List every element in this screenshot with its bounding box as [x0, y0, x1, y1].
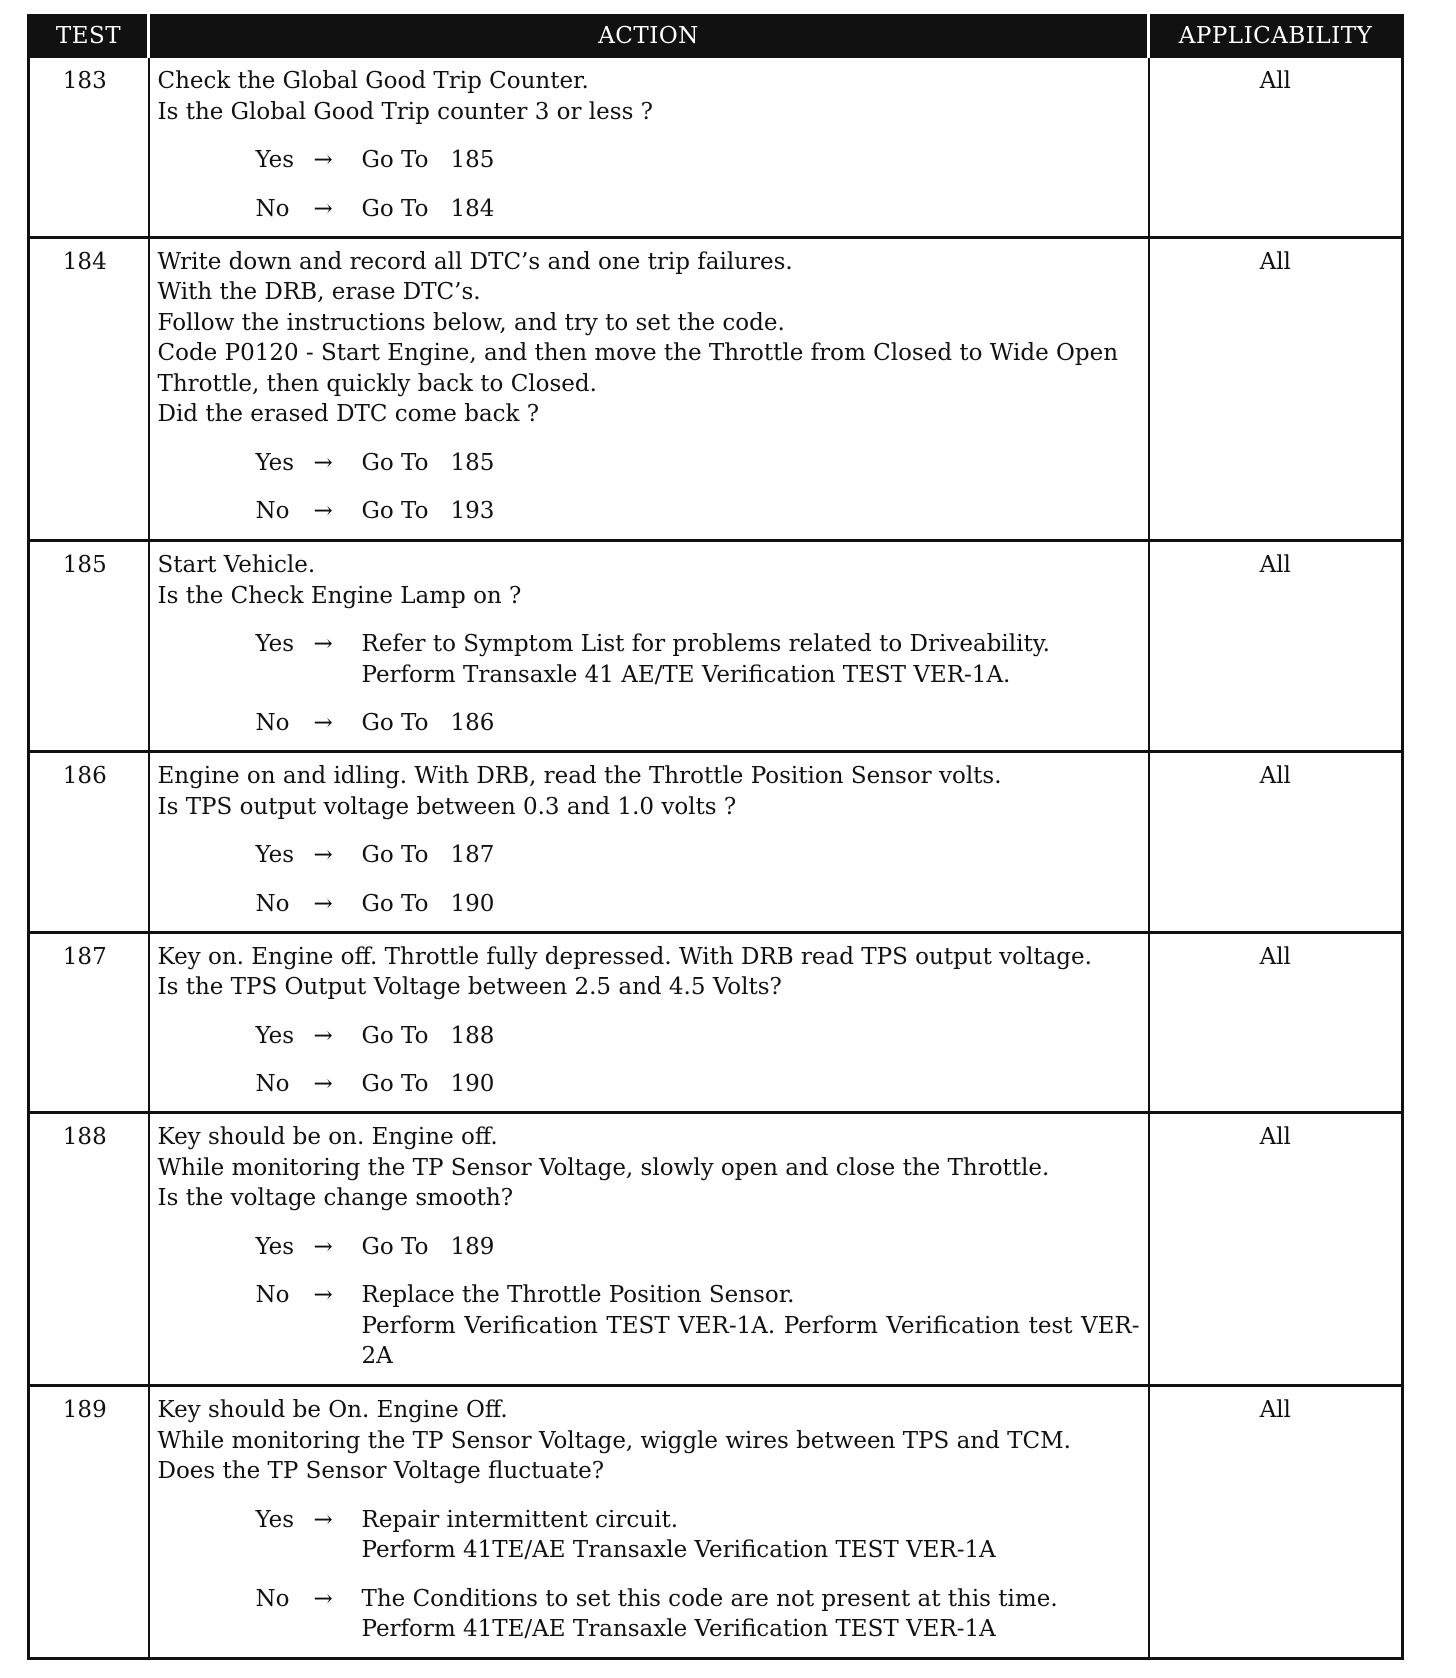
right-arrow-icon: →: [313, 1506, 333, 1533]
outcome-instruction-line: The Conditions to set this code are not present at this time.: [361, 1585, 1058, 1612]
action-line: Does the TP Sensor Voltage fluctuate?: [157, 1458, 605, 1485]
goto-target: [362, 1232, 495, 1263]
answer-label: No: [255, 1071, 290, 1098]
right-arrow-icon: →: [313, 631, 333, 658]
outcome-yes: [158, 448, 1140, 479]
applicability-value: All: [1149, 1386, 1403, 1659]
goto-label: Go To: [361, 498, 429, 525]
goto-test-number: 184: [450, 195, 495, 222]
goto-label: Go To: [361, 710, 429, 737]
action-line: Is the TPS Output Voltage between 2.5 and 4.5 Volts?: [157, 974, 782, 1001]
outcome-list: [158, 840, 1140, 919]
answer-label: No: [255, 195, 290, 222]
answer-label: No: [255, 1282, 290, 1309]
outcome-instructions: [362, 1505, 1140, 1566]
action-line: Key on. Engine off. Throttle fully depressed. With DRB read TPS output voltage.: [157, 943, 1092, 970]
right-arrow-icon: →: [313, 842, 333, 869]
outcome-list: [158, 1232, 1140, 1372]
right-arrow-icon: →: [313, 1071, 333, 1098]
applicability-value: All: [1149, 57, 1403, 238]
outcome-no: [158, 496, 1140, 527]
goto-test-number: 189: [450, 1233, 495, 1260]
goto-label: Go To: [361, 1022, 429, 1049]
answer-label: Yes: [255, 1506, 295, 1533]
action-line: Is TPS output voltage between 0.3 and 1.0 volts ?: [157, 793, 737, 820]
outcome-instruction-line: Perform Transaxle 41 AE/TE Verification TEST VER-1A.: [361, 661, 1011, 688]
goto-test-number: 193: [450, 498, 495, 525]
outcome-instruction-line: Repair intermittent circuit.: [361, 1506, 679, 1533]
goto-label: Go To: [361, 890, 429, 917]
test-number: 185: [29, 541, 149, 752]
goto-test-number: 185: [450, 449, 495, 476]
test-number: 184: [29, 237, 149, 541]
action-line: With the DRB, erase DTC’s.: [157, 279, 481, 306]
action-cell: [149, 57, 1149, 238]
action-line: While monitoring the TP Sensor Voltage, wiggle wires between TPS and TCM.: [157, 1427, 1071, 1454]
goto-target: [362, 448, 495, 479]
answer-label: Yes: [255, 1233, 295, 1260]
applicability-value: All: [1149, 932, 1403, 1113]
table-row: [29, 1113, 1403, 1386]
outcome-no: [158, 194, 1140, 225]
outcome-yes: [158, 1505, 1140, 1566]
action-line: Key should be On. Engine Off.: [157, 1397, 508, 1424]
goto-label: Go To: [361, 195, 429, 222]
action-line: Write down and record all DTC’s and one trip failures.: [157, 248, 793, 275]
outcome-list: [158, 1505, 1140, 1645]
outcome-list: [158, 1021, 1140, 1100]
action-cell: [149, 1386, 1149, 1659]
outcome-list: [158, 145, 1140, 224]
outcome-instructions: [362, 629, 1140, 690]
outcome-instruction-line: Refer to Symptom List for problems related to Driveability.: [361, 631, 1050, 658]
answer-label: Yes: [255, 147, 295, 173]
outcome-yes: [158, 629, 1140, 690]
answer-label: Yes: [255, 449, 295, 476]
action-line: Throttle, then quickly back to Closed.: [157, 370, 597, 397]
diagnostic-test-table: [27, 14, 1404, 1660]
answer-label: No: [255, 498, 290, 525]
outcome-no: [158, 708, 1140, 739]
column-header-test: TEST: [29, 16, 149, 57]
applicability-value: All: [1149, 541, 1403, 752]
goto-target: [362, 496, 495, 527]
table-row: [29, 57, 1403, 238]
goto-test-number: 186: [450, 710, 495, 737]
right-arrow-icon: →: [313, 147, 333, 173]
outcome-yes: [158, 840, 1140, 871]
outcome-instructions: [362, 1280, 1140, 1372]
goto-test-number: 190: [450, 1071, 495, 1098]
column-header-action: ACTION: [149, 16, 1149, 57]
goto-target: [362, 889, 495, 920]
action-line: Engine on and idling. With DRB, read the Throttle Position Sensor volts.: [157, 763, 1002, 790]
action-cell: [149, 541, 1149, 752]
applicability-value: All: [1149, 237, 1403, 541]
answer-label: No: [255, 710, 290, 737]
action-line: Follow the instructions below, and try to set the code.: [157, 309, 785, 336]
answer-label: No: [255, 1585, 290, 1612]
column-header-applicability: APPLICABILITY: [1149, 16, 1403, 57]
goto-target: [362, 194, 495, 225]
applicability-value: All: [1149, 1113, 1403, 1386]
table-row: [29, 932, 1403, 1113]
diagnostic-table-sheet: [27, 14, 1401, 1660]
action-cell: [149, 1113, 1149, 1386]
applicability-value: All: [1149, 752, 1403, 933]
outcome-instruction-line: Perform 41TE/AE Transaxle Verification TEST VER-1A: [361, 1537, 996, 1564]
outcome-list: [158, 629, 1140, 739]
test-number: 183: [29, 57, 149, 238]
outcome-yes: [158, 1021, 1140, 1052]
goto-label: Go To: [361, 147, 429, 173]
test-number: 186: [29, 752, 149, 933]
outcome-list: [158, 448, 1140, 527]
action-cell: [149, 237, 1149, 541]
test-number: 187: [29, 932, 149, 1113]
answer-label: Yes: [255, 631, 295, 658]
outcome-no: [158, 1584, 1140, 1645]
table-row: [29, 541, 1403, 752]
action-cell: [149, 932, 1149, 1113]
action-line: Key should be on. Engine off.: [157, 1124, 498, 1151]
goto-test-number: 187: [450, 842, 495, 869]
goto-label: Go To: [361, 842, 429, 869]
outcome-instruction-line: Perform Verification TEST VER-1A. Perform Verification test VER-2A: [361, 1312, 1140, 1370]
goto-target: [362, 1021, 495, 1052]
answer-label: Yes: [255, 842, 295, 869]
right-arrow-icon: →: [313, 890, 333, 917]
goto-target: [362, 840, 495, 871]
goto-test-number: 190: [450, 890, 495, 917]
action-line: Is the Check Engine Lamp on ?: [157, 582, 522, 609]
goto-label: Go To: [361, 449, 429, 476]
goto-label: Go To: [361, 1071, 429, 1098]
right-arrow-icon: →: [313, 195, 333, 222]
goto-test-number: 188: [450, 1022, 495, 1049]
action-line: Start Vehicle.: [157, 552, 316, 579]
goto-target: [362, 708, 495, 739]
answer-label: No: [255, 890, 290, 917]
action-line: Did the erased DTC come back ?: [157, 401, 540, 428]
table-header: [29, 16, 1403, 57]
action-line: Code P0120 - Start Engine, and then move the Throttle from Closed to Wide Open: [157, 340, 1119, 367]
action-line: Is the Global Good Trip counter 3 or less ?: [157, 98, 654, 125]
answer-label: Yes: [255, 1022, 295, 1049]
goto-target: [362, 145, 495, 176]
right-arrow-icon: →: [313, 1022, 333, 1049]
test-number: 189: [29, 1386, 149, 1659]
table-body: [29, 57, 1403, 1659]
right-arrow-icon: →: [313, 1233, 333, 1260]
action-line: Is the voltage change smooth?: [157, 1185, 514, 1212]
table-row: [29, 752, 1403, 933]
goto-target: [362, 1069, 495, 1100]
action-cell: [149, 752, 1149, 933]
goto-label: Go To: [361, 1233, 429, 1260]
outcome-no: [158, 1280, 1140, 1372]
outcome-instruction-line: Replace the Throttle Position Sensor.: [361, 1282, 795, 1309]
test-number: 188: [29, 1113, 149, 1386]
right-arrow-icon: →: [313, 498, 333, 525]
right-arrow-icon: →: [313, 1585, 333, 1612]
right-arrow-icon: →: [313, 710, 333, 737]
outcome-yes: [158, 145, 1140, 176]
right-arrow-icon: →: [313, 1282, 333, 1309]
outcome-yes: [158, 1232, 1140, 1263]
action-line: Check the Global Good Trip Counter.: [157, 68, 589, 94]
right-arrow-icon: →: [313, 449, 333, 476]
outcome-instruction-line: Perform 41TE/AE Transaxle Verification TEST VER-1A: [361, 1616, 996, 1643]
table-row: [29, 1386, 1403, 1659]
table-row: [29, 237, 1403, 541]
action-line: While monitoring the TP Sensor Voltage, slowly open and close the Throttle.: [157, 1154, 1050, 1181]
outcome-no: [158, 1069, 1140, 1100]
outcome-instructions: [362, 1584, 1140, 1645]
goto-test-number: 185: [450, 147, 495, 173]
outcome-no: [158, 889, 1140, 920]
